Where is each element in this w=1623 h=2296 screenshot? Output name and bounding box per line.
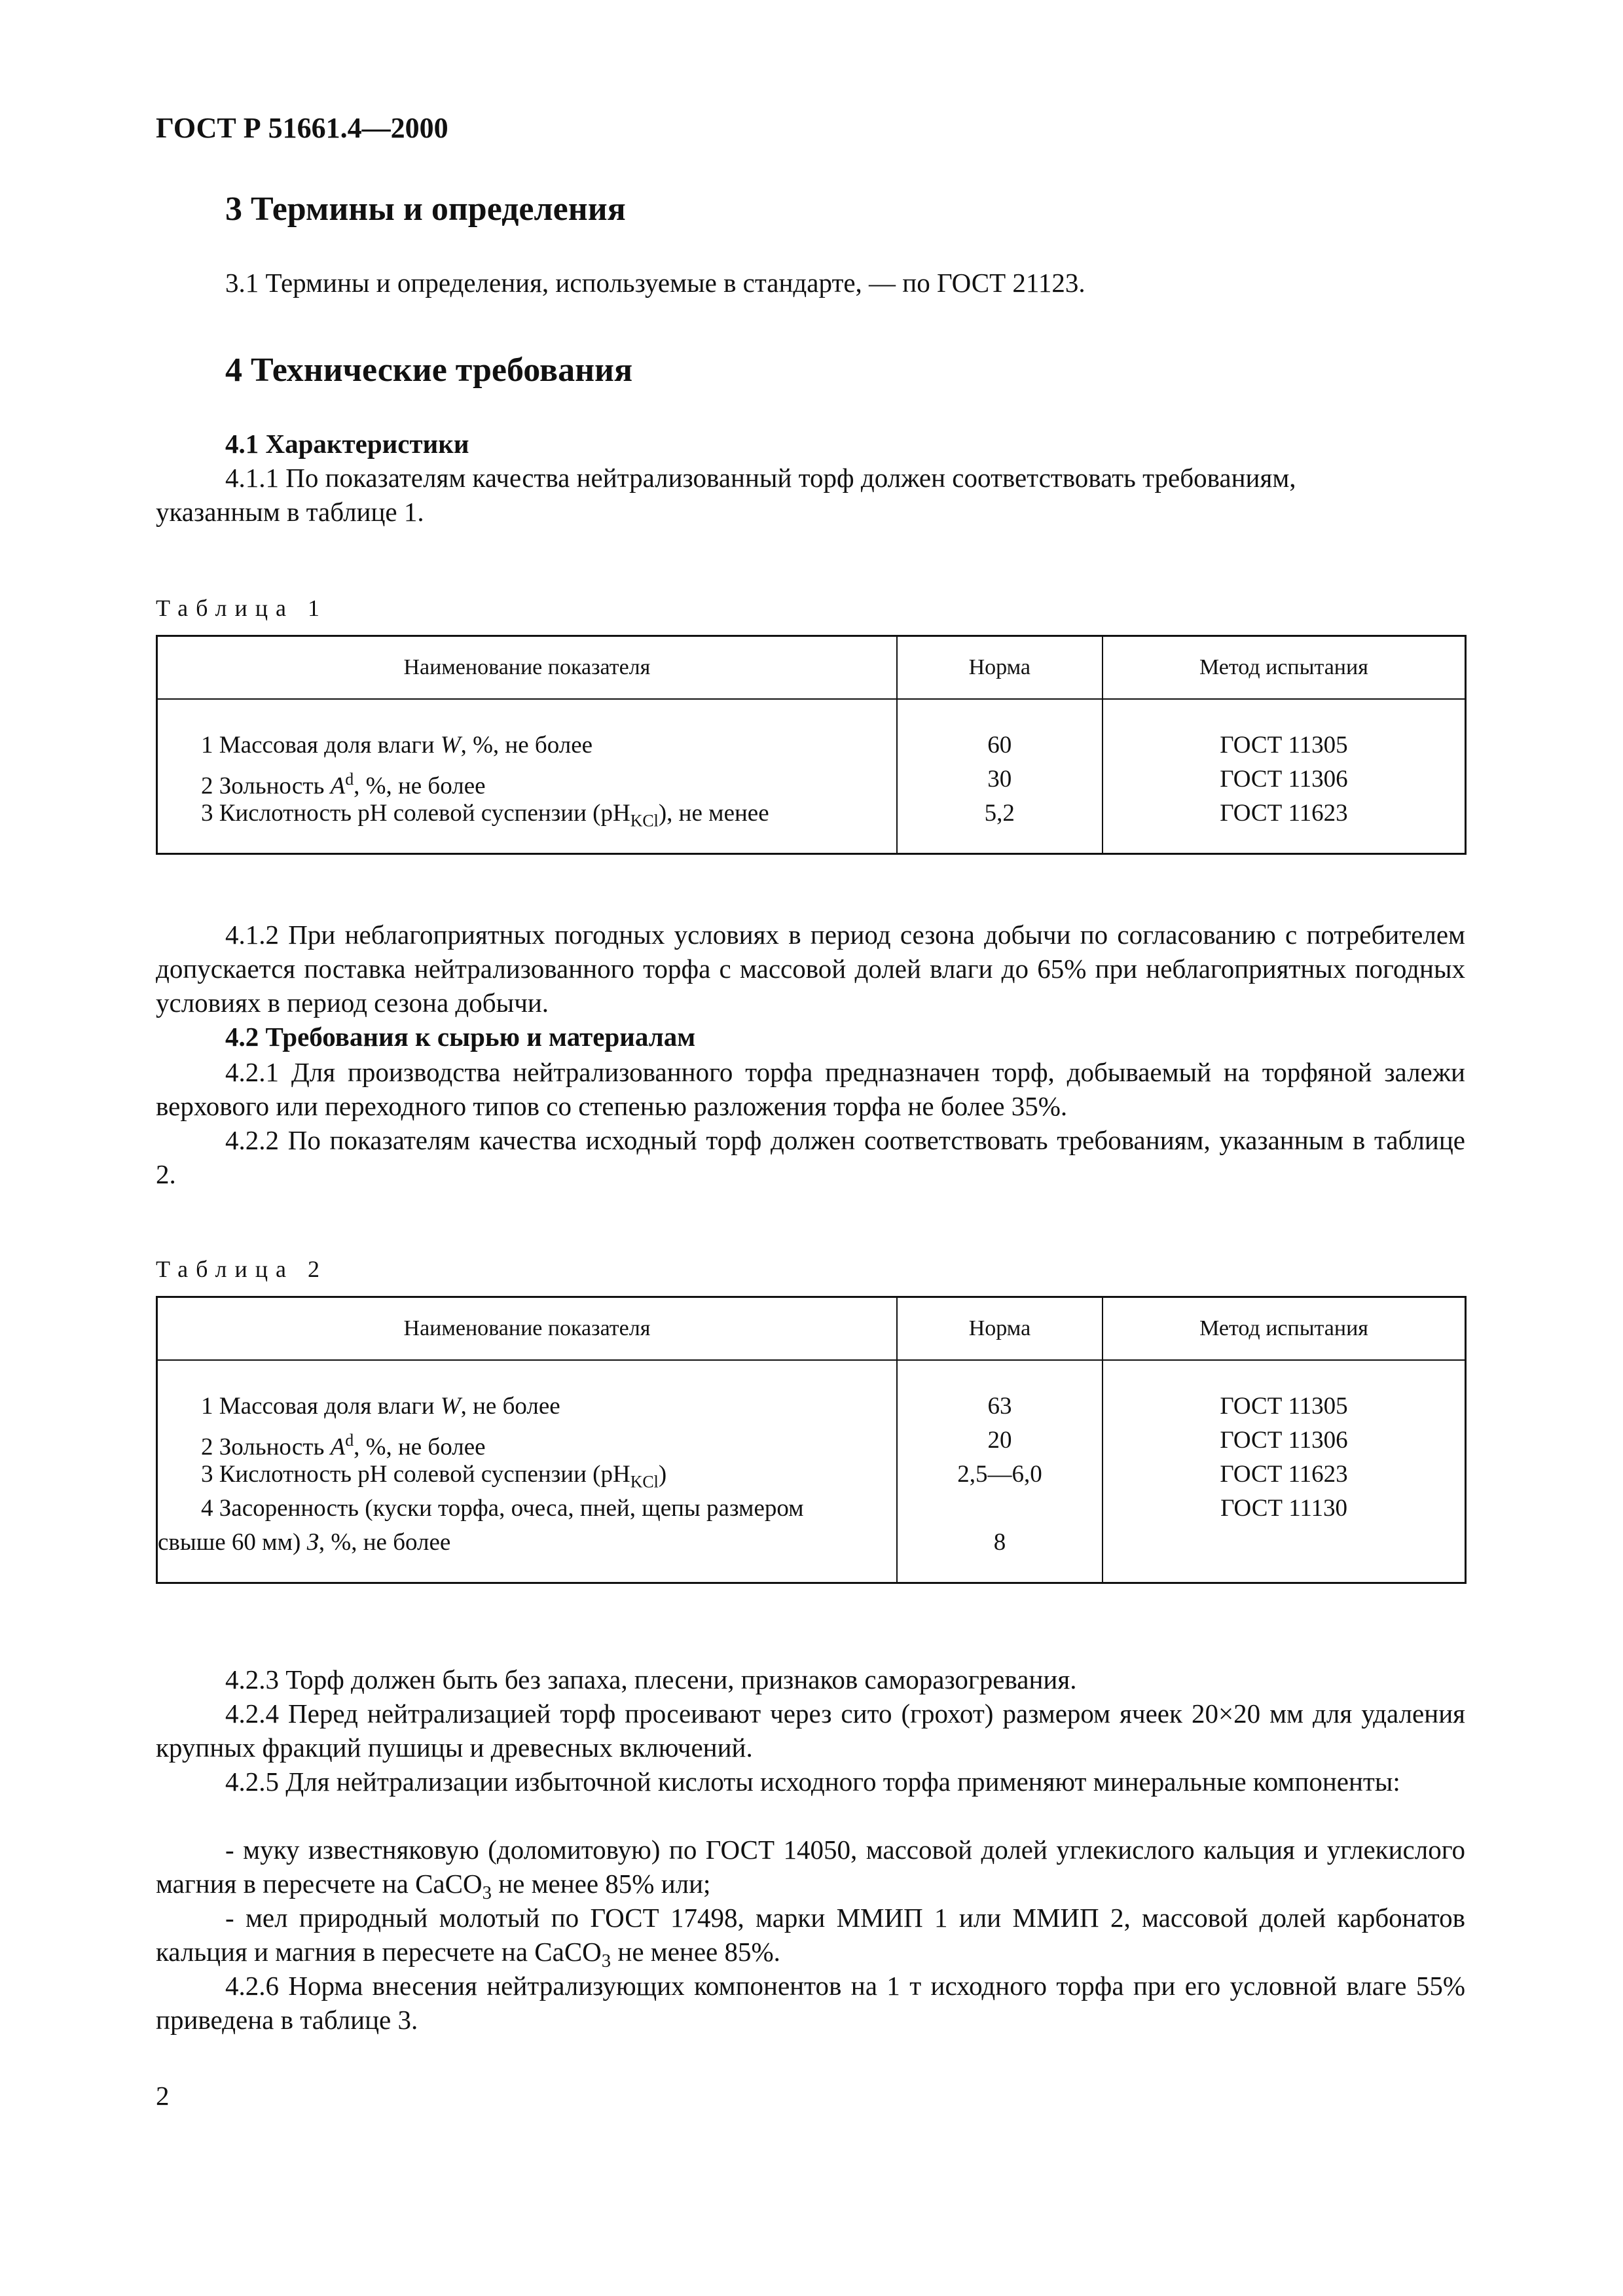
table-2-norm-column <box>897 1360 1103 1583</box>
table-2 <box>156 1296 1467 1584</box>
paragraph-4-1-2: 4.1.2 При неблагоприятных погодных условиях в период сезона добычи по согласованию с потребителем допускается поставка нейтрализованного торфа с массовой долей влаги до 65% при неблагоприятных погодных условиях в период сезона добычи. <box>156 920 1465 1018</box>
table-cell: 60 <box>987 732 1012 759</box>
table-2-label: Таблица 2 <box>156 1256 327 1282</box>
table-cell: ГОСТ 11305 <box>1220 732 1348 759</box>
subsection-4-2-heading: 4.2 Требования к сырью и материалам <box>225 1022 696 1052</box>
subsection-4-1-heading: 4.1 Характеристики <box>225 429 469 459</box>
paragraph-4-2-3: 4.2.3 Торф должен быть без запаха, плесени, признаков саморазогревания. <box>225 1664 1077 1695</box>
table-row-continuation: свыше 60 мм) З, %, не более <box>158 1529 451 1556</box>
table-1-label: Таблица 1 <box>156 595 327 621</box>
table-1-header-norm: Норма <box>897 636 1103 700</box>
section-3-heading: 3 Термины и определения <box>225 190 626 228</box>
table-2-method-column <box>1103 1360 1465 1583</box>
table-row: 2 Зольность $A^d$, %, не более <box>201 770 486 800</box>
paragraph-4-2-4: 4.2.4 Перед нейтрализацией торф просеивают через сито (грохот) размером ячеек 20×20 мм для удаления крупных фракций пушицы и древесных включений. <box>156 1698 1465 1763</box>
table-row: 3 Кислотность pH солевой суспензии $(pH_{KCl})$, не менее <box>201 800 769 831</box>
table-cell: ГОСТ 11130 <box>1220 1495 1347 1522</box>
table-2-header-indicator: Наименование показателя <box>157 1297 897 1361</box>
paragraph-4-2-2: 4.2.2 По показателям качества исходный торф должен соответствовать требованиям, указанным в таблице 2. <box>156 1125 1465 1189</box>
section-4-heading: 4 Технические требования <box>225 351 633 389</box>
table-cell-empty <box>1103 1526 1465 1560</box>
table-cell: 2,5—6,0 <box>957 1461 1042 1488</box>
table-1-norm-column <box>897 699 1103 854</box>
table-cell: ГОСТ 11623 <box>1220 800 1348 827</box>
paragraph-3-1: 3.1 Термины и определения, используемые в стандарте, — по ГОСТ 21123. <box>225 268 1085 298</box>
table-cell: ГОСТ 11623 <box>1220 1461 1348 1488</box>
paragraph-4-2-6: 4.2.6 Норма внесения нейтрализующих компонентов на 1 т исходного торфа при его условной влаге 55% приведена в таблице 3. <box>156 1971 1465 2035</box>
paragraph-4-1-1-line2: указанным в таблице 1. <box>156 497 424 527</box>
table-cell: ГОСТ 11305 <box>1220 1393 1348 1420</box>
table-cell: ГОСТ 11306 <box>1220 766 1348 793</box>
document-code: ГОСТ Р 51661.4—2000 <box>156 112 448 144</box>
table-row: 1 Массовая доля влаги W, %, не более <box>201 732 593 759</box>
paragraph-4-2-5: 4.2.5 Для нейтрализации избыточной кислоты исходного торфа применяют минеральные компоненты: <box>225 1767 1400 1797</box>
table-cell: 5,2 <box>984 800 1015 827</box>
table-1-header-indicator: Наименование показателя <box>157 636 897 700</box>
table-row: 1 Массовая доля влаги W, не более <box>201 1393 560 1420</box>
list-item-natural-chalk: - мел природный молотый по ГОСТ 17498, марки ММИП 1 или ММИП 2, массовой долей карбонатов кальция и магния в пересчете на CaCO$_3$ не менее 85%. <box>156 1903 1465 1972</box>
paragraph-4-2-1: 4.2.1 Для производства нейтрализованного торфа предназначен торф, добываемый на торфяной залежи верхового или переходного типов со степенью разложения торфа не более 35%. <box>156 1057 1465 1121</box>
table-row: 4 Засоренность (куски торфа, очеса, пней, щепы размером <box>201 1495 804 1522</box>
list-item-limestone-flour: - муку известняковую (доломитовую) по ГОСТ 14050, массовой долей углекислого кальция и углекислого магния в пересчете на CaCO$_3$ не менее 85% или; <box>156 1835 1465 1904</box>
table-cell: ГОСТ 11306 <box>1220 1427 1348 1454</box>
table-1-header-method: Метод испытания <box>1103 636 1466 700</box>
table-2-header-method: Метод испытания <box>1103 1297 1465 1361</box>
table-2-header-norm: Норма <box>897 1297 1103 1361</box>
table-cell: 8 <box>993 1529 1006 1556</box>
table-1 <box>156 635 1467 855</box>
table-cell: 20 <box>987 1427 1012 1454</box>
table-row: 2 Зольность $A^d$, %, не более <box>201 1431 486 1461</box>
table-row: 3 Кислотность pH солевой суспензии $(pH_{KCl})$ <box>201 1461 667 1492</box>
paragraph-4-1-1-line1: 4.1.1 По показателям качества нейтрализованный торф должен соответствовать требованиям, <box>225 463 1296 493</box>
table-2-indicator-column <box>157 1360 897 1583</box>
table-1-indicator-column <box>157 699 897 854</box>
table-cell-empty <box>898 1492 1102 1526</box>
table-cell: 63 <box>987 1393 1012 1420</box>
table-cell: 30 <box>987 766 1012 793</box>
table-1-method-column <box>1103 699 1466 854</box>
page-number: 2 <box>156 2081 170 2111</box>
